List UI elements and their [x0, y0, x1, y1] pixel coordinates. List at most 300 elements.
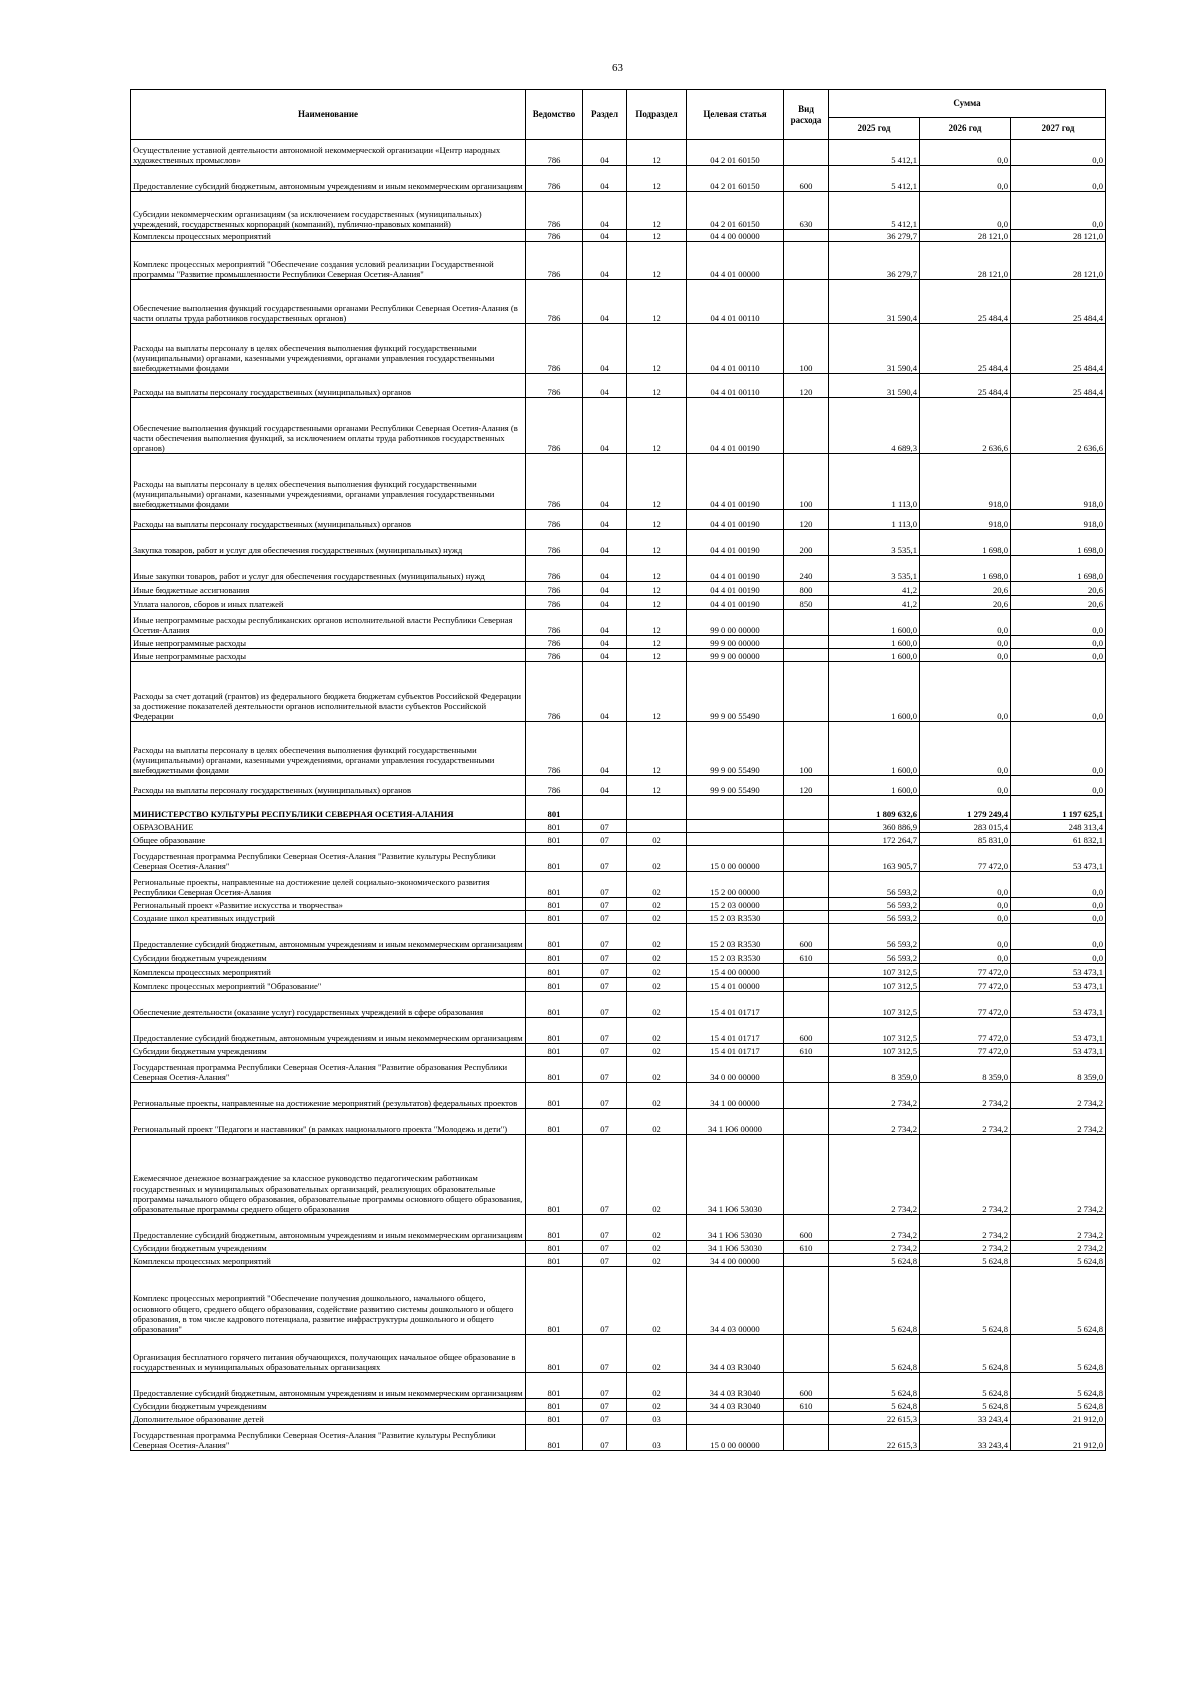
cell-sum-2027: 25 484,4	[1011, 280, 1106, 324]
cell-razdel: 04	[583, 454, 627, 510]
cell-razdel: 04	[583, 192, 627, 230]
cell-sum-2027: 2 734,2	[1011, 1083, 1106, 1109]
table-row	[131, 1241, 1106, 1254]
cell-sum-2025: 1 113,0	[829, 454, 920, 510]
cell-podrazdel: 02	[627, 1018, 687, 1044]
cell-name: Иные непрограммные расходы	[131, 649, 526, 662]
cell-sum-2025: 31 590,4	[829, 324, 920, 374]
cell-razdel: 07	[583, 1373, 627, 1399]
cell-vedomstvo: 801	[526, 1135, 583, 1215]
table-row	[131, 454, 1106, 510]
cell-razdel: 04	[583, 636, 627, 649]
cell-sum-2025: 56 593,2	[829, 911, 920, 924]
cell-expense-type	[784, 992, 829, 1018]
cell-vedomstvo: 801	[526, 950, 583, 964]
cell-sum-2026: 77 472,0	[920, 1018, 1011, 1044]
cell-sum-2025: 5 624,8	[829, 1373, 920, 1399]
cell-podrazdel: 02	[627, 1399, 687, 1412]
cell-razdel: 04	[583, 556, 627, 582]
cell-sum-2026: 2 734,2	[920, 1109, 1011, 1135]
cell-sum-2026: 28 121,0	[920, 230, 1011, 242]
cell-sum-2026: 918,0	[920, 454, 1011, 510]
cell-name: Иные бюджетные ассигнования	[131, 582, 526, 596]
cell-target-article: 04 4 01 00110	[687, 324, 784, 374]
cell-name: Обеспечение выполнения функций государственными органами Республики Северная Осетия-Алания (в части оплаты труда работников государственных органов)	[131, 280, 526, 324]
cell-vedomstvo: 801	[526, 833, 583, 846]
cell-sum-2025: 5 624,8	[829, 1399, 920, 1412]
cell-target-article: 15 0 00 00000	[687, 846, 784, 872]
cell-razdel: 07	[583, 992, 627, 1018]
cell-sum-2027: 53 473,1	[1011, 846, 1106, 872]
cell-name: Иные непрограммные расходы	[131, 636, 526, 649]
cell-sum-2025: 3 535,1	[829, 530, 920, 556]
cell-sum-2026: 0,0	[920, 166, 1011, 192]
cell-sum-2025: 56 593,2	[829, 872, 920, 898]
header-name: Наименование	[131, 90, 526, 140]
cell-podrazdel: 02	[627, 911, 687, 924]
cell-razdel: 04	[583, 140, 627, 166]
cell-sum-2025: 22 615,3	[829, 1412, 920, 1425]
cell-sum-2027: 0,0	[1011, 610, 1106, 636]
cell-sum-2025: 3 535,1	[829, 556, 920, 582]
cell-expense-type: 800	[784, 582, 829, 596]
cell-sum-2025: 1 600,0	[829, 649, 920, 662]
cell-expense-type	[784, 649, 829, 662]
cell-name: Комплекс процессных мероприятий "Обеспечение создания условий реализации Государственной программы "Развитие промышленности Республики Северная Осетия-Алания"	[131, 242, 526, 280]
table-row	[131, 833, 1106, 846]
cell-expense-type	[784, 140, 829, 166]
cell-target-article: 04 2 01 60150	[687, 166, 784, 192]
cell-sum-2025: 31 590,4	[829, 280, 920, 324]
cell-razdel: 04	[583, 582, 627, 596]
cell-razdel: 04	[583, 230, 627, 242]
cell-sum-2025: 1 113,0	[829, 510, 920, 530]
cell-sum-2026: 5 624,8	[920, 1373, 1011, 1399]
cell-target-article	[687, 820, 784, 833]
cell-expense-type	[784, 872, 829, 898]
cell-sum-2026: 0,0	[920, 662, 1011, 722]
cell-sum-2025: 1 809 632,6	[829, 796, 920, 820]
cell-sum-2026: 2 734,2	[920, 1083, 1011, 1109]
cell-razdel: 07	[583, 1412, 627, 1425]
cell-target-article: 04 4 01 00110	[687, 280, 784, 324]
cell-expense-type	[784, 230, 829, 242]
cell-sum-2025: 36 279,7	[829, 230, 920, 242]
table-row	[131, 324, 1106, 374]
cell-podrazdel	[627, 820, 687, 833]
cell-sum-2026: 5 624,8	[920, 1267, 1011, 1335]
cell-razdel: 04	[583, 324, 627, 374]
cell-name: Субсидии бюджетным учреждениям	[131, 1044, 526, 1057]
cell-sum-2025: 360 886,9	[829, 820, 920, 833]
cell-razdel: 04	[583, 649, 627, 662]
cell-sum-2027: 53 473,1	[1011, 964, 1106, 978]
table-row	[131, 1083, 1106, 1109]
cell-target-article: 04 4 01 00110	[687, 374, 784, 398]
cell-name: Субсидии бюджетным учреждениям	[131, 1399, 526, 1412]
table-row	[131, 230, 1106, 242]
cell-expense-type	[784, 978, 829, 992]
cell-target-article: 15 0 00 00000	[687, 1425, 784, 1451]
cell-sum-2025: 163 905,7	[829, 846, 920, 872]
cell-vedomstvo: 801	[526, 978, 583, 992]
cell-name: Расходы на выплаты персоналу в целях обеспечения выполнения функций государственными (муниципальными) органами, казенными учреждениями, органами управления государственными внебюджетными фондами	[131, 722, 526, 776]
cell-sum-2026: 20,6	[920, 596, 1011, 610]
cell-name: Создание школ креативных индустрий	[131, 911, 526, 924]
cell-vedomstvo: 801	[526, 796, 583, 820]
cell-podrazdel: 12	[627, 722, 687, 776]
cell-vedomstvo: 801	[526, 898, 583, 911]
cell-target-article: 04 4 01 00190	[687, 510, 784, 530]
cell-target-article: 34 1 Ю6 53030	[687, 1215, 784, 1241]
table-row	[131, 1254, 1106, 1267]
cell-sum-2026: 2 734,2	[920, 1215, 1011, 1241]
cell-vedomstvo: 786	[526, 192, 583, 230]
cell-expense-type	[784, 280, 829, 324]
cell-name: Субсидии некоммерческим организациям (за исключением государственных (муниципальных) учреждений, государственных корпораций (компаний), публично-правовых компаний)	[131, 192, 526, 230]
cell-name: Государственная программа Республики Северная Осетия-Алания "Развитие образования Республики Северная Осетия-Алания"	[131, 1057, 526, 1083]
cell-target-article: 15 2 03 R3530	[687, 950, 784, 964]
cell-razdel: 07	[583, 1057, 627, 1083]
cell-podrazdel: 02	[627, 1083, 687, 1109]
cell-razdel: 07	[583, 898, 627, 911]
header-podrazdel: Подраздел	[627, 90, 687, 140]
cell-expense-type	[784, 1254, 829, 1267]
table-row	[131, 610, 1106, 636]
cell-expense-type	[784, 846, 829, 872]
cell-razdel: 04	[583, 374, 627, 398]
cell-vedomstvo: 786	[526, 454, 583, 510]
cell-razdel: 07	[583, 1215, 627, 1241]
cell-expense-type	[784, 796, 829, 820]
cell-sum-2026: 0,0	[920, 610, 1011, 636]
cell-sum-2025: 41,2	[829, 582, 920, 596]
cell-expense-type: 120	[784, 776, 829, 796]
cell-target-article: 15 2 03 R3530	[687, 911, 784, 924]
table-row	[131, 636, 1106, 649]
table-row	[131, 1425, 1106, 1451]
cell-sum-2027: 2 734,2	[1011, 1135, 1106, 1215]
cell-podrazdel: 12	[627, 192, 687, 230]
cell-expense-type: 120	[784, 374, 829, 398]
cell-expense-type: 600	[784, 1215, 829, 1241]
cell-expense-type	[784, 1425, 829, 1451]
cell-vedomstvo: 786	[526, 166, 583, 192]
cell-name: Расходы на выплаты персоналу государственных (муниципальных) органов	[131, 776, 526, 796]
cell-razdel: 04	[583, 722, 627, 776]
cell-sum-2026: 0,0	[920, 192, 1011, 230]
cell-sum-2026: 0,0	[920, 872, 1011, 898]
cell-sum-2026: 1 698,0	[920, 530, 1011, 556]
table-row	[131, 964, 1106, 978]
cell-vedomstvo: 786	[526, 230, 583, 242]
cell-target-article: 99 9 00 00000	[687, 649, 784, 662]
cell-name: Региональные проекты, направленные на достижение целей социально-экономического развития Республики Северная Осетия-Алания	[131, 872, 526, 898]
cell-target-article: 34 0 00 00000	[687, 1057, 784, 1083]
cell-sum-2026: 0,0	[920, 636, 1011, 649]
cell-podrazdel: 12	[627, 324, 687, 374]
cell-razdel: 07	[583, 1267, 627, 1335]
cell-vedomstvo: 786	[526, 530, 583, 556]
cell-vedomstvo: 786	[526, 374, 583, 398]
table-row	[131, 722, 1106, 776]
cell-sum-2027: 5 624,8	[1011, 1373, 1106, 1399]
header-vedomstvo: Ведомство	[526, 90, 583, 140]
cell-target-article: 15 4 01 01717	[687, 1044, 784, 1057]
cell-sum-2027: 2 734,2	[1011, 1215, 1106, 1241]
cell-vedomstvo: 786	[526, 582, 583, 596]
cell-sum-2025: 2 734,2	[829, 1083, 920, 1109]
cell-sum-2027: 21 912,0	[1011, 1425, 1106, 1451]
cell-sum-2025: 31 590,4	[829, 374, 920, 398]
cell-expense-type	[784, 1109, 829, 1135]
cell-name: Осуществление уставной деятельности автономной некоммерческой организации «Центр народных художественных промыслов»	[131, 140, 526, 166]
cell-vedomstvo: 786	[526, 610, 583, 636]
cell-target-article: 15 4 01 00000	[687, 978, 784, 992]
cell-razdel: 07	[583, 964, 627, 978]
cell-sum-2025: 172 264,7	[829, 833, 920, 846]
cell-name: Закупка товаров, работ и услуг для обеспечения государственных (муниципальных) нужд	[131, 530, 526, 556]
cell-razdel: 07	[583, 1335, 627, 1373]
cell-name: Предоставление субсидий бюджетным, автономным учреждениям и иным некоммерческим организациям	[131, 924, 526, 950]
cell-podrazdel: 02	[627, 1057, 687, 1083]
cell-name: Общее образование	[131, 833, 526, 846]
cell-expense-type	[784, 636, 829, 649]
cell-name: Расходы на выплаты персоналу государственных (муниципальных) органов	[131, 374, 526, 398]
cell-razdel: 07	[583, 1109, 627, 1135]
cell-expense-type	[784, 911, 829, 924]
cell-vedomstvo: 801	[526, 1267, 583, 1335]
cell-vedomstvo: 801	[526, 992, 583, 1018]
cell-sum-2026: 918,0	[920, 510, 1011, 530]
table-row	[131, 924, 1106, 950]
cell-razdel: 07	[583, 1425, 627, 1451]
cell-sum-2026: 5 624,8	[920, 1335, 1011, 1373]
budget-table	[130, 89, 1106, 1451]
cell-sum-2026: 2 734,2	[920, 1135, 1011, 1215]
cell-expense-type	[784, 662, 829, 722]
cell-name: Региональный проект «Развитие искусства и творчества»	[131, 898, 526, 911]
table-row	[131, 796, 1106, 820]
cell-expense-type: 240	[784, 556, 829, 582]
cell-razdel: 04	[583, 242, 627, 280]
cell-podrazdel: 12	[627, 242, 687, 280]
cell-name: Расходы на выплаты персоналу в целях обеспечения выполнения функций государственными (муниципальными) органами, казенными учреждениями, органами управления государственными внебюджетными фондами	[131, 324, 526, 374]
cell-target-article: 15 4 01 01717	[687, 1018, 784, 1044]
cell-vedomstvo: 786	[526, 662, 583, 722]
cell-target-article: 34 4 03 R3040	[687, 1399, 784, 1412]
cell-vedomstvo: 786	[526, 398, 583, 454]
cell-name: МИНИСТЕРСТВО КУЛЬТУРЫ РЕСПУБЛИКИ СЕВЕРНАЯ ОСЕТИЯ-АЛАНИЯ	[131, 796, 526, 820]
cell-sum-2026: 33 243,4	[920, 1412, 1011, 1425]
cell-sum-2027: 2 734,2	[1011, 1241, 1106, 1254]
cell-vedomstvo: 801	[526, 1044, 583, 1057]
cell-expense-type: 120	[784, 510, 829, 530]
cell-sum-2026: 77 472,0	[920, 846, 1011, 872]
table-row	[131, 242, 1106, 280]
cell-sum-2025: 5 412,1	[829, 192, 920, 230]
cell-target-article: 99 9 00 55490	[687, 722, 784, 776]
cell-sum-2026: 8 359,0	[920, 1057, 1011, 1083]
cell-sum-2025: 1 600,0	[829, 662, 920, 722]
cell-name: Обеспечение выполнения функций государственными органами Республики Северная Осетия-Алания (в части обеспечения выполнения функций, за исключением оплаты труда работников государственных органов)	[131, 398, 526, 454]
cell-target-article: 04 4 01 00190	[687, 398, 784, 454]
cell-sum-2026: 0,0	[920, 898, 1011, 911]
cell-sum-2026: 2 734,2	[920, 1241, 1011, 1254]
cell-vedomstvo: 801	[526, 1241, 583, 1254]
cell-razdel: 07	[583, 872, 627, 898]
cell-podrazdel: 12	[627, 398, 687, 454]
table-row	[131, 1135, 1106, 1215]
table-row	[131, 898, 1106, 911]
cell-podrazdel: 02	[627, 898, 687, 911]
cell-sum-2025: 5 624,8	[829, 1267, 920, 1335]
cell-podrazdel: 02	[627, 833, 687, 846]
cell-expense-type: 610	[784, 1044, 829, 1057]
table-row	[131, 556, 1106, 582]
cell-target-article: 04 4 01 00190	[687, 582, 784, 596]
table-row	[131, 582, 1106, 596]
cell-podrazdel: 12	[627, 610, 687, 636]
cell-sum-2027: 5 624,8	[1011, 1254, 1106, 1267]
table-row	[131, 846, 1106, 872]
cell-expense-type: 100	[784, 454, 829, 510]
cell-vedomstvo: 786	[526, 280, 583, 324]
cell-sum-2026: 0,0	[920, 722, 1011, 776]
cell-sum-2025: 5 624,8	[829, 1254, 920, 1267]
cell-name: Предоставление субсидий бюджетным, автономным учреждениям и иным некоммерческим организациям	[131, 1018, 526, 1044]
cell-sum-2026: 25 484,4	[920, 324, 1011, 374]
cell-vedomstvo: 801	[526, 964, 583, 978]
cell-name: ОБРАЗОВАНИЕ	[131, 820, 526, 833]
cell-razdel: 04	[583, 530, 627, 556]
cell-name: Комплексы процессных мероприятий	[131, 1254, 526, 1267]
header-target-article: Целевая статья	[687, 90, 784, 140]
cell-sum-2025: 2 734,2	[829, 1241, 920, 1254]
cell-name: Комплексы процессных мероприятий	[131, 230, 526, 242]
cell-sum-2027: 0,0	[1011, 950, 1106, 964]
cell-sum-2027: 25 484,4	[1011, 374, 1106, 398]
cell-sum-2027: 25 484,4	[1011, 324, 1106, 374]
cell-razdel	[583, 796, 627, 820]
header-razdel: Раздел	[583, 90, 627, 140]
cell-name: Региональные проекты, направленные на достижение мероприятий (результатов) федеральных проектов	[131, 1083, 526, 1109]
table-row	[131, 510, 1106, 530]
cell-sum-2027: 5 624,8	[1011, 1335, 1106, 1373]
cell-target-article: 04 4 01 00190	[687, 530, 784, 556]
cell-name: Уплата налогов, сборов и иных платежей	[131, 596, 526, 610]
cell-name: Предоставление субсидий бюджетным, автономным учреждениям и иным некоммерческим организациям	[131, 1215, 526, 1241]
cell-podrazdel: 12	[627, 166, 687, 192]
cell-razdel: 07	[583, 1254, 627, 1267]
cell-vedomstvo: 801	[526, 1399, 583, 1412]
cell-name: Предоставление субсидий бюджетным, автономным учреждениям и иным некоммерческим организациям	[131, 166, 526, 192]
cell-name: Региональный проект "Педагоги и наставники" (в рамках национального проекта "Молодежь и дети")	[131, 1109, 526, 1135]
cell-vedomstvo: 786	[526, 324, 583, 374]
cell-sum-2027: 21 912,0	[1011, 1412, 1106, 1425]
cell-sum-2025: 107 312,5	[829, 992, 920, 1018]
cell-podrazdel: 12	[627, 596, 687, 610]
cell-sum-2027: 0,0	[1011, 649, 1106, 662]
cell-name: Комплекс процессных мероприятий "Обеспечение получения дошкольного, начального общего, основного общего, среднего общего образования, содействие развитию системы дошкольного и общего образования, в том числе кадрового потенциала, развитие инфраструктуры дошкольного и общего образования"	[131, 1267, 526, 1335]
cell-expense-type	[784, 1335, 829, 1373]
header-expense-type: Вид расхода	[784, 90, 829, 140]
cell-sum-2027: 0,0	[1011, 662, 1106, 722]
cell-expense-type	[784, 1057, 829, 1083]
table-row	[131, 374, 1106, 398]
cell-podrazdel: 12	[627, 510, 687, 530]
cell-target-article: 04 4 01 00000	[687, 242, 784, 280]
cell-podrazdel: 12	[627, 582, 687, 596]
cell-target-article: 34 4 03 R3040	[687, 1335, 784, 1373]
cell-sum-2026: 5 624,8	[920, 1399, 1011, 1412]
cell-vedomstvo: 801	[526, 911, 583, 924]
cell-target-article	[687, 833, 784, 846]
cell-sum-2027: 61 832,1	[1011, 833, 1106, 846]
cell-sum-2025: 1 600,0	[829, 776, 920, 796]
cell-sum-2025: 22 615,3	[829, 1425, 920, 1451]
cell-vedomstvo: 801	[526, 1412, 583, 1425]
cell-name: Дополнительное образование детей	[131, 1412, 526, 1425]
cell-sum-2026: 2 636,6	[920, 398, 1011, 454]
cell-podrazdel: 12	[627, 556, 687, 582]
cell-sum-2026: 0,0	[920, 924, 1011, 950]
cell-podrazdel: 02	[627, 1215, 687, 1241]
cell-razdel: 04	[583, 610, 627, 636]
cell-sum-2026: 0,0	[920, 776, 1011, 796]
cell-vedomstvo: 786	[526, 596, 583, 610]
cell-razdel: 07	[583, 846, 627, 872]
cell-sum-2026: 0,0	[920, 950, 1011, 964]
cell-podrazdel: 02	[627, 992, 687, 1018]
cell-sum-2026: 0,0	[920, 140, 1011, 166]
cell-sum-2026: 20,6	[920, 582, 1011, 596]
cell-expense-type	[784, 1267, 829, 1335]
cell-podrazdel	[627, 796, 687, 820]
cell-sum-2027: 918,0	[1011, 510, 1106, 530]
cell-name: Комплекс процессных мероприятий "Образование"	[131, 978, 526, 992]
table-row	[131, 950, 1106, 964]
cell-sum-2027: 53 473,1	[1011, 992, 1106, 1018]
cell-razdel: 07	[583, 978, 627, 992]
cell-vedomstvo: 801	[526, 872, 583, 898]
cell-razdel: 04	[583, 398, 627, 454]
cell-sum-2025: 5 412,1	[829, 166, 920, 192]
header-year-2027: 2027 год	[1011, 118, 1106, 140]
cell-razdel: 07	[583, 1044, 627, 1057]
cell-vedomstvo: 786	[526, 722, 583, 776]
cell-sum-2026: 85 831,0	[920, 833, 1011, 846]
table-row	[131, 662, 1106, 722]
cell-sum-2027: 5 624,8	[1011, 1399, 1106, 1412]
cell-sum-2026: 1 279 249,4	[920, 796, 1011, 820]
table-row	[131, 776, 1106, 796]
table-row	[131, 978, 1106, 992]
cell-target-article: 15 4 00 00000	[687, 964, 784, 978]
table-row	[131, 192, 1106, 230]
cell-expense-type	[784, 242, 829, 280]
cell-target-article: 04 2 01 60150	[687, 140, 784, 166]
cell-sum-2025: 36 279,7	[829, 242, 920, 280]
cell-podrazdel: 02	[627, 872, 687, 898]
cell-expense-type	[784, 610, 829, 636]
cell-podrazdel: 12	[627, 530, 687, 556]
cell-name: Субсидии бюджетным учреждениям	[131, 950, 526, 964]
cell-podrazdel: 12	[627, 776, 687, 796]
cell-name: Ежемесячное денежное вознаграждение за классное руководство педагогическим работникам государственных и муниципальных образовательных организаций, реализующих образовательные программы начального общего образования, образовательные программы основного общего образования, образовательные программы среднего общего образования	[131, 1135, 526, 1215]
cell-sum-2025: 4 689,3	[829, 398, 920, 454]
cell-vedomstvo: 801	[526, 1425, 583, 1451]
